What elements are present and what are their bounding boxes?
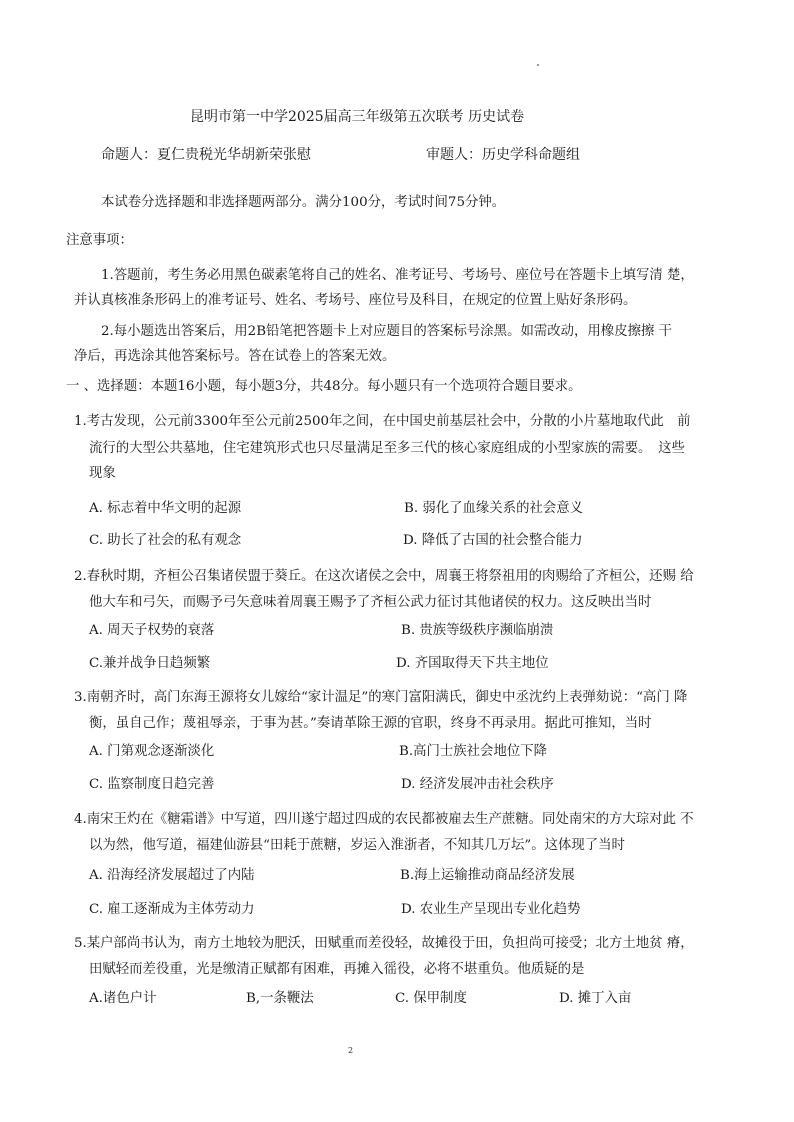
question-3-option-d: D. 经济发展冲击社会秩序: [401, 777, 554, 792]
question-2-line-2: 他大车和弓矢，而赐予弓矢意味着周襄王赐予了齐桓公武力征讨其他诸侯的权力。这反映出当时: [89, 595, 652, 610]
question-3-option-c: C. 监察制度日趋完善: [89, 777, 215, 792]
question-1-option-d: D. 降低了古国的社会整合能力: [403, 533, 583, 548]
question-4-line-1: 4.南宋王灼在《糖霜谱》中写道，四川遂宁超过四成的农民都被雇去生产蔗糖。同处南宋的方大琮对此 不: [74, 812, 694, 827]
question-5-option-a: A.诸色户计: [89, 991, 157, 1006]
page-number: 2: [348, 1046, 354, 1055]
question-5-line-2: 田赋轻而差役重，光是缴清正赋都有困难，再摊入徭役，必将不堪重负。他质疑的是: [89, 962, 585, 977]
question-5-option-b: B,一条鞭法: [246, 991, 314, 1006]
question-2-line-1: 2.春秋时期，齐桓公召集诸侯盟于葵丘。在这次诸侯之会中，周襄王将祭祖用的肉赐给了齐桓公，还赐 给: [74, 569, 694, 584]
question-2-option-a: A. 周天子权势的衰落: [89, 623, 215, 638]
question-1-line-2: 流行的大型公共墓地，住宅建筑形式也只尽量满足至多三代的核心家庭组成的小型家族的需要。 这些: [89, 441, 685, 456]
notice-2-line-1: 2.每小题选出答案后，用2B铅笔把答题卡上对应题目的答案标号涂黑。如需改动，用橡皮擦擦 干: [101, 324, 673, 339]
question-5-option-d: D. 摊丁入亩: [559, 991, 632, 1006]
question-1-option-b: B. 弱化了血缘关系的社会意义: [404, 501, 584, 516]
notice-title: 注意事项：: [66, 233, 133, 248]
notice-1-line-1: 1.答题前，考生务必用黑色碳素笔将自己的姓名、准考证号、考场号、座位号在答题卡上填写清 楚，: [101, 268, 694, 283]
notice-2-line-2: 净后，再选涂其他答案标号。答在试卷上的答案无效。: [74, 349, 396, 364]
question-4-option-c: C. 雇工逐渐成为主体劳动力: [89, 902, 255, 917]
question-2-option-b: B. 贵族等级秩序濒临崩溃: [401, 623, 554, 638]
reviewers-line: 审题人：历史学科命题组: [426, 147, 580, 163]
question-1-option-c: C. 助长了社会的私有观念: [89, 533, 242, 548]
question-4-option-d: D. 农业生产呈现出专业化趋势: [401, 902, 581, 917]
question-3-option-b: B.高门士族社会地位下降: [399, 744, 548, 759]
question-5-option-c: C. 保甲制度: [395, 991, 467, 1006]
question-2-option-d: D. 齐国取得天下共主地位: [396, 656, 549, 671]
question-5-line-1: 5.某户部尚书认为，南方土地较为肥沃，田赋重而差役轻，故摊役于田，负担尚可接受；北方土地贫 瘠，: [74, 936, 694, 951]
question-3-option-a: A. 门第观念逐渐淡化: [89, 744, 215, 759]
question-3-line-1: 3.南朝齐时，高门东海王源将女儿嫁给“家计温足”的寒门富阳满氏，御史中丞沈约上表弹劾说：“高门 降: [74, 690, 688, 705]
notice-1-line-2: 并认真核准条形码上的准考证号、姓名、考场号、座位号及科目，在规定的位置上贴好条形码。: [74, 293, 637, 308]
stray-mark: [537, 64, 539, 66]
section-title: 一 、选择题：本题16小题，每小题3分，共48分。每小题只有一个选项符合题目要求。: [66, 379, 582, 394]
question-4-line-2: 以为然，他写道，福建仙游县“田耗于蔗糖，岁运入淮浙者，不知其几万坛”。这体现了当时: [89, 838, 625, 853]
question-4-option-b: B.海上运输推动商品经济发展: [400, 868, 575, 883]
exam-title: 昆明市第一中学2025届高三年级第五次联考 历史试卷: [190, 109, 525, 125]
question-3-line-2: 衡，虽自己作；蔑祖辱亲，于事为甚。”奏请革除王源的官职，终身不再录用。据此可推知，当时: [89, 716, 652, 731]
question-1-line-1: 1.考古发现，公元前3300年至公元前2500年之间，在中国史前基层社会中，分散的小片墓地取代此 前: [74, 414, 691, 429]
authors-line: 命题人：夏仁贵税光华胡新荣张慰: [101, 147, 311, 163]
question-1-option-a: A. 标志着中华文明的起源: [89, 501, 242, 516]
question-2-option-c: C.兼并战争日趋频繁: [89, 656, 211, 671]
intro-text: 本试卷分选择题和非选择题两部分。满分100分，考试时间75分钟。: [101, 195, 506, 210]
question-1-line-3: 现象: [89, 466, 116, 481]
question-4-option-a: A. 沿海经济发展超过了内陆: [89, 868, 255, 883]
